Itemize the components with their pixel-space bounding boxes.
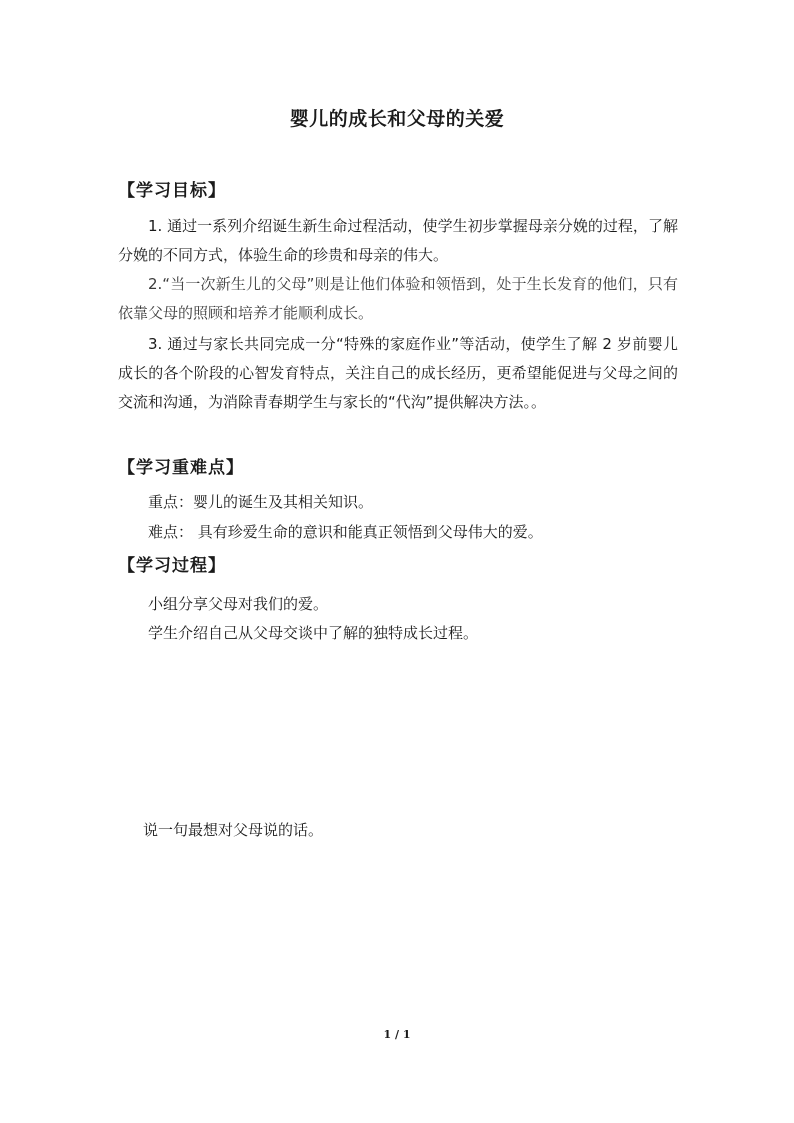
goal-item-1-text: 1. 通过一系列介绍诞生新生命过程活动，使学生初步掌握母亲分娩的过程，了解分娩的不同方式，体验生命的珍贵和母亲的伟大。: [118, 217, 678, 264]
key-point-difficult: 难点： 具有珍爱生命的意识和能真正领悟到父母伟大的爱。: [148, 523, 543, 541]
goal-item-3-text: 3. 通过与家长共同完成一分“特殊的家庭作业”等活动，使学生了解 2 岁前婴儿成长的各个阶段的心智发育特点，关注自己的成长经历，更希望能促进与父母之间的交流和沟通，为消除青春期学生与家长的“代沟”提供解决方法。。: [118, 335, 678, 411]
process-closing: 说一句最想对父母说的话。: [143, 821, 324, 839]
section-heading-key-points: 【学习重难点】: [118, 458, 244, 478]
process-step-1: 小组分享父母对我们的爱。: [148, 595, 329, 613]
goal-item-2: [118, 270, 678, 328]
page-number: 1 / 1: [383, 1028, 411, 1041]
goal-item-3: [118, 330, 678, 417]
goal-item-1: [118, 212, 678, 270]
section-heading-process: 【学习过程】: [118, 556, 226, 576]
key-point-important: 重点：婴儿的诞生及其相关知识。: [148, 493, 374, 511]
page-title: 婴儿的成长和父母的关爱: [289, 108, 505, 130]
process-step-2: 学生介绍自己从父母交谈中了解的独特成长过程。: [148, 624, 479, 642]
goal-item-2-text: 2.“当一次新生儿的父母”则是让他们体验和领悟到，处于生长发育的他们，只有依靠父母的照顾和培养才能顺利成长。: [118, 275, 678, 322]
section-heading-goals: 【学习目标】: [118, 181, 226, 201]
